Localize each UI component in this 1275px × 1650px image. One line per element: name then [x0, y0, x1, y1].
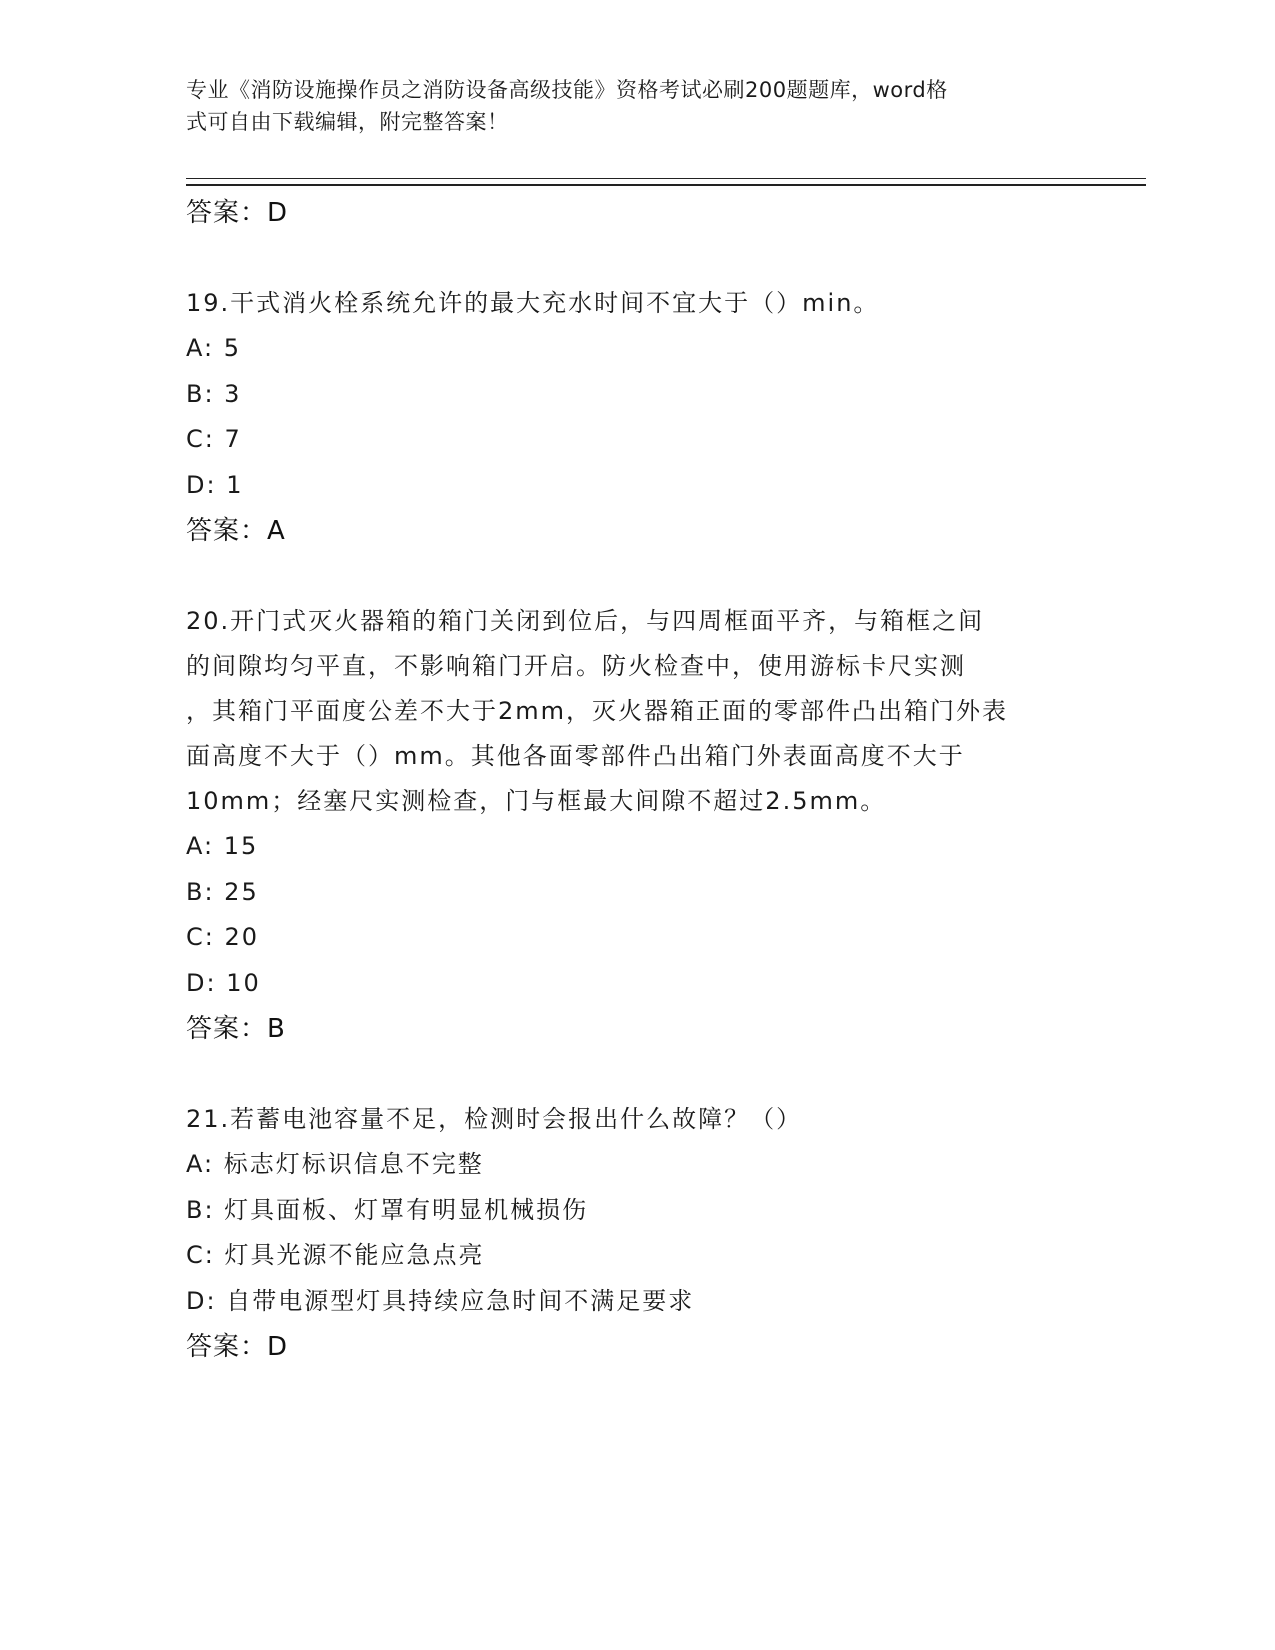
question-stem-line: ，其箱门平面度公差不大于2mm，灭火器箱正面的零部件凸出箱门外表: [186, 697, 1009, 725]
question-21: [186, 1097, 1086, 1370]
question-stem-line: 10mm；经塞尺实测检查，门与框最大间隙不超过2.5mm。: [186, 787, 887, 815]
question-stem-line: 的间隙均匀平直，不影响箱门开启。防火检查中，使用游标卡尺实测: [186, 652, 966, 680]
answer: 答案：A: [186, 516, 286, 546]
question-stem-line: 面高度不大于（）mm。其他各面零部件凸出箱门外表面高度不大于: [186, 742, 965, 770]
option-c: C: 20: [186, 923, 260, 951]
option-c: C: 7: [186, 425, 242, 453]
answer: 答案：B: [186, 1014, 286, 1044]
question-stem-line: 19.干式消火栓系统允许的最大充水时间不宜大于（）min。: [186, 289, 880, 317]
option-b: B: 3: [186, 379, 242, 408]
question-19: [186, 281, 1086, 554]
option-b: B: 灯具面板、灯罩有明显机械损伤: [186, 1195, 589, 1224]
header-line-1: 专业《消防设施操作员之消防设备高级技能》资格考试必刷200题题库，word格: [186, 78, 948, 102]
option-a: A: 15: [186, 832, 259, 860]
option-d: D: 1: [186, 470, 244, 499]
spacer: [186, 554, 1086, 599]
spacer: [186, 1052, 1086, 1097]
option-c: C: 灯具光源不能应急点亮: [186, 1241, 485, 1269]
option-d: D: 自带电源型灯具持续应急时间不满足要求: [186, 1286, 695, 1315]
question-stem-line: 21.若蓄电池容量不足，检测时会报出什么故障？（）: [186, 1105, 803, 1133]
answer: 答案：D: [186, 1332, 289, 1362]
previous-answer: 答案：D: [186, 198, 289, 228]
option-b: B: 25: [186, 877, 259, 906]
option-a: A: 标志灯标识信息不完整: [186, 1150, 484, 1178]
header-divider: [186, 178, 1146, 186]
question-list: [186, 190, 1086, 1370]
question-stem-line: 20.开门式灭火器箱的箱门关闭到位后，与四周框面平齐，与箱框之间: [186, 607, 985, 635]
page-header: [186, 74, 1086, 138]
header-line-2: 式可自由下载编辑，附完整答案！: [186, 110, 509, 134]
spacer: [186, 236, 1086, 281]
option-d: D: 10: [186, 968, 261, 997]
question-20: [186, 599, 1086, 1052]
option-a: A: 5: [186, 334, 241, 362]
